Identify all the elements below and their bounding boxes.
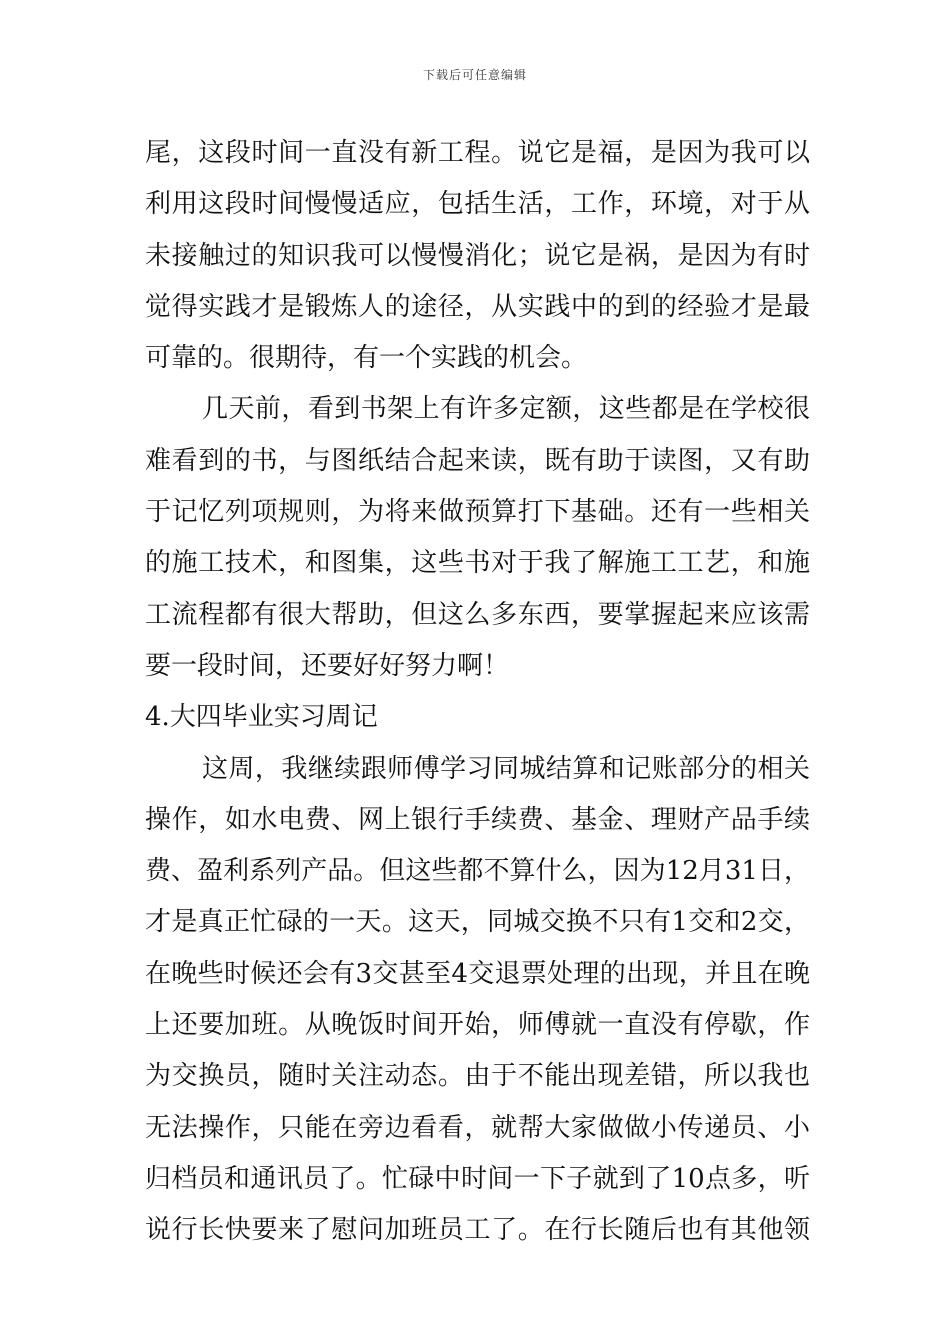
text-line: 未接触过的知识我可以慢慢消化；说它是祸，是因为有时 [145, 240, 810, 271]
text-line: 上还要加班。从晚饭时间开始，师傅就一直没有停歇，作 [145, 1010, 810, 1041]
text-line: 归档员和通讯员了。忙碌中时间一下子就到了10点多，听 [145, 1163, 810, 1194]
section-heading: 4.大四毕业实习周记 [145, 702, 378, 733]
paragraph-start-line: 几天前，看到书架上有许多定额，这些都是在学校很 [202, 394, 810, 425]
page-header-note: 下载后可任意编辑 [422, 68, 527, 82]
text-line: 的施工技术，和图集，这些书对于我了解施工工艺，和施 [145, 548, 810, 579]
text-line: 于记忆列项规则，为将来做预算打下基础。还有一些相关 [145, 497, 810, 528]
text-line: 利用这段时间慢慢适应，包括生活，工作，环境，对于从 [145, 189, 810, 220]
text-line: 为交换员，随时关注动态。由于不能出现差错，所以我也 [145, 1061, 810, 1092]
text-line: 无法操作，只能在旁边看看，就帮大家做做小传递员、小 [145, 1112, 810, 1143]
text-line: 说行长快要来了慰问加班员工了。在行长随后也有其他领 [145, 1215, 810, 1246]
text-line: 在晚些时候还会有3交甚至4交退票处理的出现，并且在晚 [145, 958, 810, 989]
text-line: 费、盈利系列产品。但这些都不算什么，因为12月31日， [145, 856, 810, 887]
text-line: 尾，这段时间一直没有新工程。说它是福，是因为我可以 [145, 138, 810, 168]
text-line: 觉得实践才是锻炼人的途径，从实践中的到的经验才是最 [145, 291, 810, 322]
document-body [145, 128, 810, 1257]
text-line: 可靠的。很期待，有一个实践的机会。 [145, 343, 588, 374]
paragraph-start-line: 这周，我继续跟师傅学习同城结算和记账部分的相关 [202, 753, 810, 784]
text-line: 操作，如水电费、网上银行手续费、基金、理财产品手续 [145, 804, 810, 835]
text-line: 才是真正忙碌的一天。这天，同城交换不只有1交和2交， [145, 907, 810, 938]
text-line: 难看到的书，与图纸结合起来读，既有助于读图，又有助 [145, 445, 810, 476]
text-line: 工流程都有很大帮助，但这么多东西，要掌握起来应该需 [145, 599, 810, 630]
text-line: 要一段时间，还要好好努力啊！ [145, 650, 510, 681]
